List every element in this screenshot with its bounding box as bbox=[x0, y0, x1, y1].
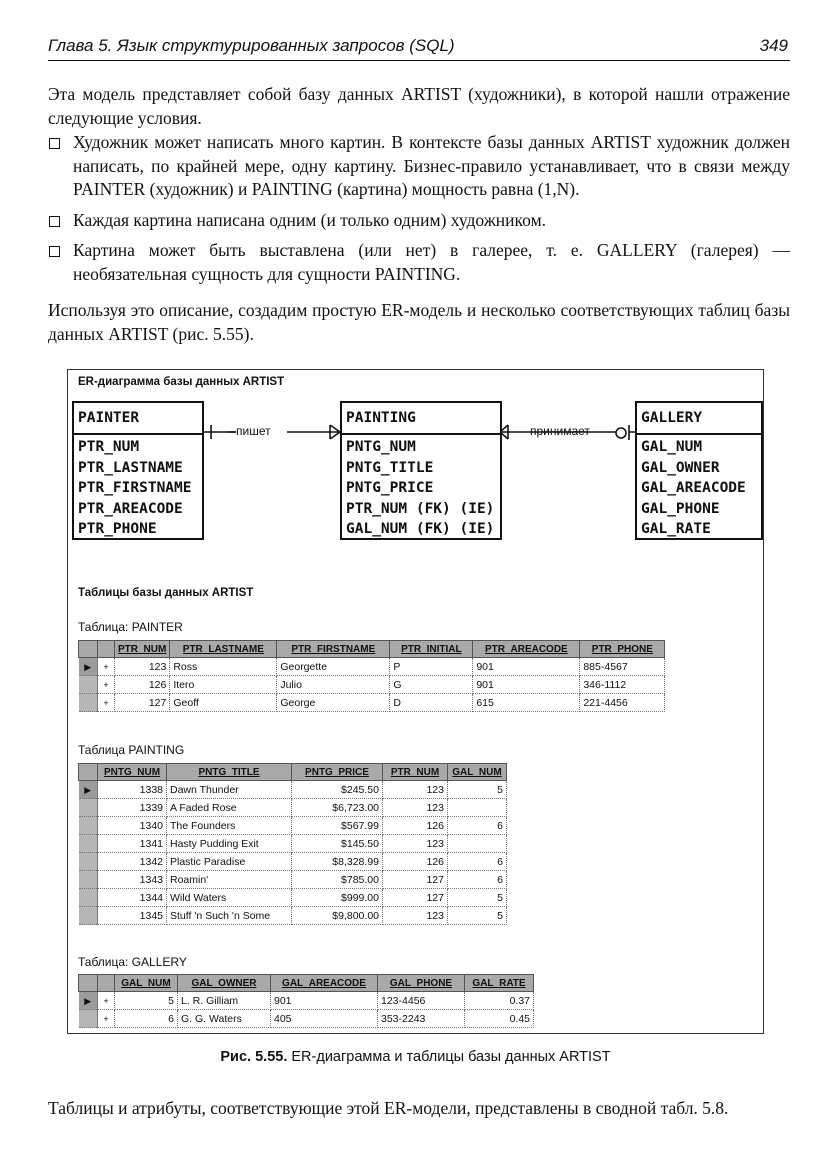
table-row[interactable]: 1342 Plastic Paradise $8,328.99 126 6 bbox=[79, 853, 507, 871]
column-header[interactable]: PNTG_NUM bbox=[98, 764, 167, 781]
column-header[interactable]: GAL_NUM bbox=[448, 764, 507, 781]
tables-title: Таблицы базы данных ARTIST bbox=[78, 587, 254, 599]
expand-header bbox=[98, 641, 115, 658]
row-selector[interactable] bbox=[79, 1010, 98, 1028]
painter-table-caption: Таблица: PAINTER bbox=[78, 620, 183, 634]
entity-name: PAINTING bbox=[342, 403, 500, 435]
expand-icon[interactable]: + bbox=[98, 1010, 115, 1028]
current-row-icon: ▶ bbox=[84, 995, 92, 1006]
row-selector[interactable] bbox=[79, 799, 98, 817]
list-item: Каждая картина написана одним (и только одним) художником. bbox=[48, 209, 790, 233]
table-header-row bbox=[79, 764, 507, 781]
table-row[interactable]: 1339 A Faded Rose $6,723.00 123 bbox=[79, 799, 507, 817]
entity-gallery bbox=[635, 401, 763, 540]
figure-label: Рис. 5.55. bbox=[220, 1049, 288, 1065]
gallery-table bbox=[78, 974, 534, 1028]
painting-table-caption: Таблица PAINTING bbox=[78, 743, 185, 757]
optional-circle-icon bbox=[616, 428, 626, 438]
table-row[interactable]: 1340 The Founders $567.99 126 6 bbox=[79, 817, 507, 835]
row-selector[interactable] bbox=[79, 871, 98, 889]
row-selector[interactable] bbox=[79, 889, 98, 907]
relationship-writes: пишет bbox=[236, 424, 271, 438]
checkbox-bullet-icon bbox=[49, 216, 60, 227]
entity-attributes: GAL_NUM GAL_OWNER GAL_AREACODE GAL_PHONE GAL_RATE bbox=[641, 439, 746, 537]
row-selector[interactable] bbox=[79, 781, 98, 799]
column-header[interactable]: PTR_INITIAL bbox=[390, 641, 473, 658]
table-row[interactable]: + 126 Itero Julio G 901 346-1112 bbox=[79, 676, 665, 694]
chapter-title: Глава 5. Язык структурированных запросов (SQL) bbox=[48, 36, 455, 55]
condition-list bbox=[48, 131, 790, 293]
table-row[interactable]: 1344 Wild Waters $999.00 127 5 bbox=[79, 889, 507, 907]
table-header-row bbox=[79, 641, 665, 658]
row-selector-header bbox=[79, 764, 98, 781]
column-header[interactable]: GAL_OWNER bbox=[178, 975, 271, 992]
figure-caption-text: ER-диаграмма и таблицы базы данных ARTIST bbox=[291, 1049, 611, 1065]
table-header-row bbox=[79, 975, 534, 992]
after-paragraph: Используя это описание, создадим простую ER-модель и несколько соответствующих таблиц базы данных ARTIST (рис. 5.55). bbox=[48, 300, 790, 344]
checkbox-bullet-icon bbox=[49, 138, 60, 149]
entity-painter bbox=[72, 401, 204, 540]
entity-name: GALLERY bbox=[637, 403, 761, 435]
table-row[interactable]: 1345 Stuff 'n Such 'n Some $9,800.00 123 5 bbox=[79, 907, 507, 925]
current-row-icon: ▶ bbox=[84, 784, 92, 795]
entity-attributes: PTR_NUM PTR_LASTNAME PTR_FIRSTNAME PTR_AREACODE PTR_PHONE bbox=[78, 439, 192, 537]
current-row-icon: ▶ bbox=[84, 661, 92, 672]
column-header[interactable]: GAL_NUM bbox=[115, 975, 178, 992]
expand-icon[interactable]: + bbox=[98, 694, 115, 712]
er-diagram-title: ER-диаграмма базы данных ARTIST bbox=[78, 376, 285, 388]
table-row[interactable]: ▶ + 5 L. R. Gilliam 901 123-4456 0.37 bbox=[79, 992, 534, 1010]
column-header[interactable]: PTR_FIRSTNAME bbox=[277, 641, 390, 658]
row-selector[interactable] bbox=[79, 835, 98, 853]
list-item: Картина может быть выставлена (или нет) в галерее, т. е. GALLERY (галерея) — необязательная сущность для сущности PAINTING. bbox=[48, 239, 790, 286]
row-selector[interactable] bbox=[79, 817, 98, 835]
row-selector[interactable] bbox=[79, 992, 98, 1010]
table-row[interactable]: ▶ + 123 Ross Georgette P 901 885-4567 bbox=[79, 658, 665, 676]
row-selector[interactable] bbox=[79, 853, 98, 871]
running-head bbox=[48, 34, 790, 61]
crowfoot-icon bbox=[330, 425, 340, 432]
row-selector[interactable] bbox=[79, 676, 98, 694]
row-selector[interactable] bbox=[79, 907, 98, 925]
relationship-accepts: принимает bbox=[530, 424, 590, 438]
painter-table bbox=[78, 640, 665, 712]
table-row[interactable]: 1341 Hasty Pudding Exit $145.50 123 bbox=[79, 835, 507, 853]
table-row[interactable]: + 6 G. G. Waters 405 353-2243 0.45 bbox=[79, 1010, 534, 1028]
table-row[interactable]: ▶ 1338 Dawn Thunder $245.50 123 5 bbox=[79, 781, 507, 799]
entity-name: PAINTER bbox=[74, 403, 202, 435]
intro-paragraph: Эта модель представляет собой базу данных ARTIST (художники), в которой нашли отражение следующие условия. bbox=[48, 84, 790, 128]
row-selector-header bbox=[79, 975, 98, 992]
row-selector[interactable] bbox=[79, 658, 98, 676]
table-row[interactable]: 1343 Roamin' $785.00 127 6 bbox=[79, 871, 507, 889]
expand-icon[interactable]: + bbox=[98, 658, 115, 676]
entity-painting bbox=[340, 401, 502, 540]
row-selector[interactable] bbox=[79, 694, 98, 712]
table-row[interactable]: + 127 Geoff George D 615 221-4456 bbox=[79, 694, 665, 712]
column-header[interactable]: PTR_AREACODE bbox=[473, 641, 580, 658]
column-header[interactable]: GAL_AREACODE bbox=[271, 975, 378, 992]
column-header[interactable]: GAL_RATE bbox=[465, 975, 534, 992]
entity-attributes: PNTG_NUM PNTG_TITLE PNTG_PRICE PTR_NUM (FK) (IE) GAL_NUM (FK) (IE) bbox=[346, 439, 495, 537]
expand-icon[interactable]: + bbox=[98, 676, 115, 694]
column-header[interactable]: PTR_PHONE bbox=[580, 641, 665, 658]
checkbox-bullet-icon bbox=[49, 246, 60, 257]
closing-paragraph: Таблицы и атрибуты, соответствующие этой ER-модели, представлены в сводной табл. 5.8. bbox=[48, 1098, 729, 1118]
figure-caption bbox=[0, 1049, 831, 1065]
list-item: Художник может написать много картин. В контексте базы данных ARTIST художник должен написать, по крайней мере, одну картину. Бизнес-правило устанавливает, что в связи между PAINTER (художник) и PAINTING (картина) мощность равна (1,N). bbox=[48, 131, 790, 202]
column-header[interactable]: PNTG_TITLE bbox=[167, 764, 292, 781]
row-selector-header bbox=[79, 641, 98, 658]
gallery-table-caption: Таблица: GALLERY bbox=[78, 955, 187, 969]
column-header[interactable]: PNTG_PRICE bbox=[292, 764, 383, 781]
column-header[interactable]: PTR_NUM bbox=[115, 641, 170, 658]
crowfoot-icon bbox=[330, 432, 340, 439]
figure-5-55 bbox=[67, 369, 764, 1034]
painting-table bbox=[78, 763, 507, 925]
expand-header bbox=[98, 975, 115, 992]
column-header[interactable]: PTR_NUM bbox=[383, 764, 448, 781]
column-header[interactable]: GAL_PHONE bbox=[378, 975, 465, 992]
column-header[interactable]: PTR_LASTNAME bbox=[170, 641, 277, 658]
page-number: 349 bbox=[759, 36, 788, 55]
expand-icon[interactable]: + bbox=[98, 992, 115, 1010]
